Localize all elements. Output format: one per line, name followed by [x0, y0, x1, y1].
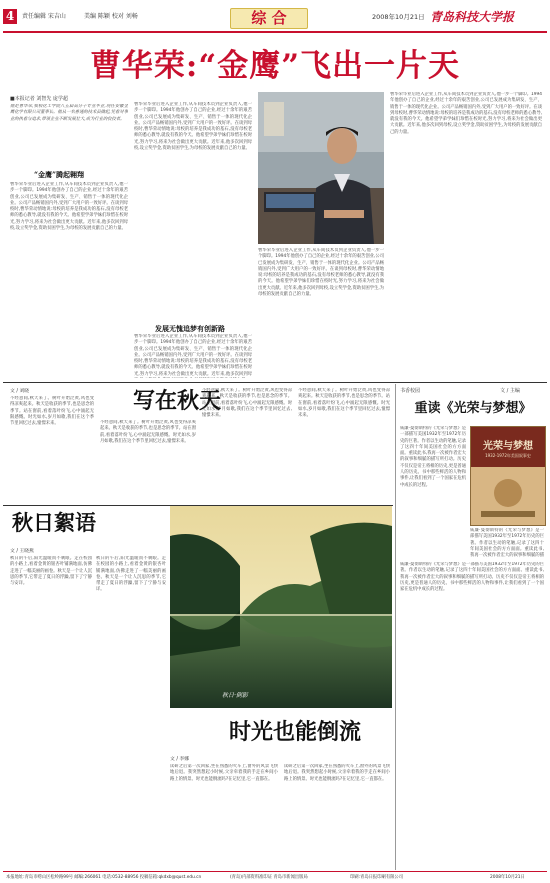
essay3-column-2: 读研之后第一次回家,坐在熟悉的火车上,窗外的风景飞快地后退。我突然想起小时候,父亲牵着我的手走在乡间小路上的情景。时光也能倒流吗?在记忆里,它一直都在。: [284, 764, 390, 782]
book-review-title: 重读《光荣与梦想》: [414, 401, 532, 416]
essay2-title: 秋日絮语: [12, 510, 96, 535]
book-review-column-3: 威廉·曼彻斯特的《光荣与梦想》是一部描写美国1932年至1972年历史的巨著。作者以生动的笔触,记录了这四十年间美国社会的方方面面。重读此书,我再一次被作者宏大的叙事和细腻的描写所打动。历史不仅仅是帝王将相的历史,更是普通人的历史。书中那些鲜活的人物和事件,让我们看到了一个国家在危机中成长的过程。: [400, 562, 544, 593]
lead-intro: 他是曹华荣,我校化工学院八五届高分子专业毕业,现任安徽金鹰化学有限公司董事长。他从一名普通的技术员做起,凭着对事业的执着与追求,带领企业不断发展壮大,成为行业的佼佼者。: [10, 104, 128, 122]
lead-column-3: 曹华荣毕业后进入企业工作,从车间技术员到企业负责人,他一步一个脚印。1994年他创办了自己的企业,经过十余年的艰苦创业,公司已发展成为集研发、生产、销售于一体的现代化企业。公司产品畅销国内外,受到广大用户的一致好评。在谈到母校时,曹华荣动情地说:母校的培养是我成功的基石,没有母校老师的悉心教导,就没有我的今天。他希望学弟学妹们珍惜在校时光,努力学习,将来为社会做出更大贡献。近年来,他多次回到母: [134, 334, 252, 377]
landscape-photo-caption: 秋日·倒影: [222, 692, 248, 699]
book-cover: [470, 426, 546, 526]
lead-headline: 曹华荣:“金鹰”飞出一片天: [89, 48, 461, 84]
right-column-separator: [395, 384, 396, 870]
essay1-column-4: 不经意间,秋天来了。树叶开始泛黄,风也变得凉爽起来。秋天是收获的季节,也是思念的季节。站在窗前,看着落叶纷飞,心中涌起无限感慨。时光如水,岁月如歌,我们在这个季节里回忆过去,憧憬未来。: [298, 388, 390, 419]
landscape-photo: [170, 506, 392, 708]
essay2-column-2: 秋日的午后,阳光温暖而不刺眼。走在校园的小路上,看着金黄的银杏叶铺满地面,仿佛走进了一幅美丽的画卷。秋天是一个让人沉思的季节,它带走了夏日的浮躁,留下了宁静与安详。: [96, 556, 166, 593]
essay1-title: 写在秋天: [132, 388, 221, 414]
book-review-column-1: 威廉·曼彻斯特的《光荣与梦想》是一部描写美国1932年至1972年历史的巨著。作者以生动的笔触,记录了这四十年间美国社会的方方面面。重读此书,我再一次被作者宏大的叙事和细腻的描写所打动。历史不仅仅是帝王将相的历史,更是普通人的历史。书中那些鲜活的人物和事件,让我们看到了一个国家在危机中成长的过程。: [400, 426, 466, 488]
editor-label: 责任编辑 宋吉山: [22, 13, 66, 20]
footer-permit: (青岛)内部资料准印证 青岛市新闻出版局: [230, 875, 308, 880]
book-cover-title: 光荣与梦想: [483, 441, 533, 452]
book-cover-subtitle: 1932-1972年美国叙事史: [485, 453, 531, 458]
book-review-column-2: 威廉·曼彻斯特的《光荣与梦想》是一部描写美国1932年至1972年历史的巨著。作者以生动的笔触,记录了这四十年间美国社会的方方面面。重读此书,我再一次被作者宏大的叙事和细腻的描: [470, 528, 544, 558]
right-editor-note: 文 / 主编: [500, 388, 520, 394]
masthead-rule: [3, 31, 547, 33]
lead-column-1: 曹华荣毕业后进入企业工作,从车间技术员到企业负责人,他一步一个脚印。1994年他创办了自己的企业,经过十余年的艰苦创业,公司已发展成为集研发、生产、销售于一体的现代化企业。公司产品畅销国内外,受到广大用户的一致好评。在谈到母校时,曹华荣动情地说:母校的培养是我成功的基石,没有母校老师的悉心教导,就没有我的今天。他希望学弟学妹们珍惜在校时光,努力学习,将来为社会做出更大贡献。近年来,他多次回到母校,设立奖学金,资助贫困学生,为母校的发展贡献自己的力量。: [10, 182, 128, 232]
lead-subhead-1: “金鹰”腾起翱翔: [34, 170, 85, 179]
essay1-column-3: 不经意间,秋天来了。树叶开始泛黄,风也变得凉爽起来。秋天是收获的季节,也是思念的季节。站在窗前,看着落叶纷飞,心中涌起无限感慨。时光如水,岁月如歌,我们在这个季节里回忆过去,憧憬未来。: [202, 388, 292, 419]
portrait-photo: [258, 92, 384, 244]
lead-column-5: 曹华荣毕业后进入企业工作,从车间技术员到企业负责人,他一步一个脚印。1994年他创办了自己的企业,经过十余年的艰苦创业,公司已发展成为集研发、生产、销售于一体的现代化企业。公司产品畅销国内外,受到广大用户的一致好评。在谈到母校时,曹华荣动情地说:母校的培养是我成功的基石,没有母校老师的悉心教导,就没有我的今天。他希望学弟学妹们珍惜在校时光,努力学习,将来为社会做出更大贡献。近年来,他多次回到母校,设立奖学金,资助贫困学生,为母校的发展贡献自己的力量。: [390, 92, 542, 135]
essay3-author: 文 / 李娜: [170, 757, 190, 762]
essay1-column-2: 不经意间,秋天来了。树叶开始泛黄,风也变得凉爽起来。秋天是收获的季节,也是思念的季节。站在窗前,看着落叶纷飞,心中涌起无限感慨。时光如水,岁月如歌,我们在这个季节里回忆过去,憧憬未来。: [100, 420, 196, 444]
essay1-column-1: 不经意间,秋天来了。树叶开始泛黄,风也变得凉爽起来。秋天是收获的季节,也是思念的季节。站在窗前,看着落叶纷飞,心中涌起无限感慨。时光如水,岁月如歌,我们在这个季节里回忆过去,憧憬未来。: [10, 396, 94, 427]
footer-date: 2008年10月21日: [490, 875, 525, 880]
masthead: [0, 0, 550, 34]
issue-date: 2008年10月21日: [372, 13, 425, 21]
lead-subhead-2: 发展无愧追梦有创新路: [155, 324, 225, 333]
lead-bottom-rule: [3, 382, 547, 383]
design-label: 美编 陈颖 校对 刘畅: [84, 13, 138, 20]
lead-byline: ■本报记者 刘智先 庞学超: [10, 96, 68, 102]
lead-column-2: 曹华荣毕业后进入企业工作,从车间技术员到企业负责人,他一步一个脚印。1994年他创办了自己的企业,经过十余年的艰苦创业,公司已发展成为集研发、生产、销售于一体的现代化企业。公司产品畅销国内外,受到广大用户的一致好评。在谈到母校时,曹华荣动情地说:母校的培养是我成功的基石,没有母校老师的悉心教导,就没有我的今天。他希望学弟学妹们珍惜在校时光,努力学习,将来为社会做出更大贡献。近年来,他多次回到母校,设立奖学金,资助贫困学生,为母校的发展贡献自己的力量。: [134, 102, 252, 152]
page-number: 4: [5, 9, 15, 23]
footer-address: 本报地址:青岛市崂山区松岭路99号 邮编:266061 电话:0532-88956 投稿信箱:qkdxb@qust.edu.cn: [6, 875, 202, 880]
paper-name: 青岛科技大学报: [430, 10, 515, 24]
essay3-title: 时光也能倒流: [228, 719, 361, 745]
essay3-column-1: 读研之后第一次回家,坐在熟悉的火车上,窗外的风景飞快地后退。我突然想起小时候,父亲牵着我的手走在乡间小路上的情景。时光也能倒流吗?在记忆里,它一直都在。: [170, 764, 278, 782]
essay1-author: 文 / 刘晓: [10, 389, 30, 394]
essay2-author: 文 / 王晓燕: [10, 549, 34, 554]
essay2-column-1: 秋日的午后,阳光温暖而不刺眼。走在校园的小路上,看着金黄的银杏叶铺满地面,仿佛走进了一幅美丽的画卷。秋天是一个让人沉思的季节,它带走了夏日的浮躁,留下了宁静与安详。: [10, 556, 92, 587]
section-title: 综 合: [251, 9, 287, 27]
footer-printer: 印刷:青岛日报印刷有限公司: [350, 875, 404, 880]
footer-rule: [3, 871, 547, 872]
right-section-label: 书香校园: [400, 388, 421, 394]
lead-column-4: 曹华荣毕业后进入企业工作,从车间技术员到企业负责人,他一步一个脚印。1994年他创办了自己的企业,经过十余年的艰苦创业,公司已发展成为集研发、生产、销售于一体的现代化企业。公司产品畅销国内外,受到广大用户的一致好评。在谈到母校时,曹华荣动情地说:母校的培养是我成功的基石,没有母校老师的悉心教导,就没有我的今天。他希望学弟学妹们珍惜在校时光,努力学习,将来为社会做出更大贡献。近年来,他多次回到母校,设立奖学金,资助贫困学生,为母校的发展贡献自己的力量。: [258, 248, 384, 298]
